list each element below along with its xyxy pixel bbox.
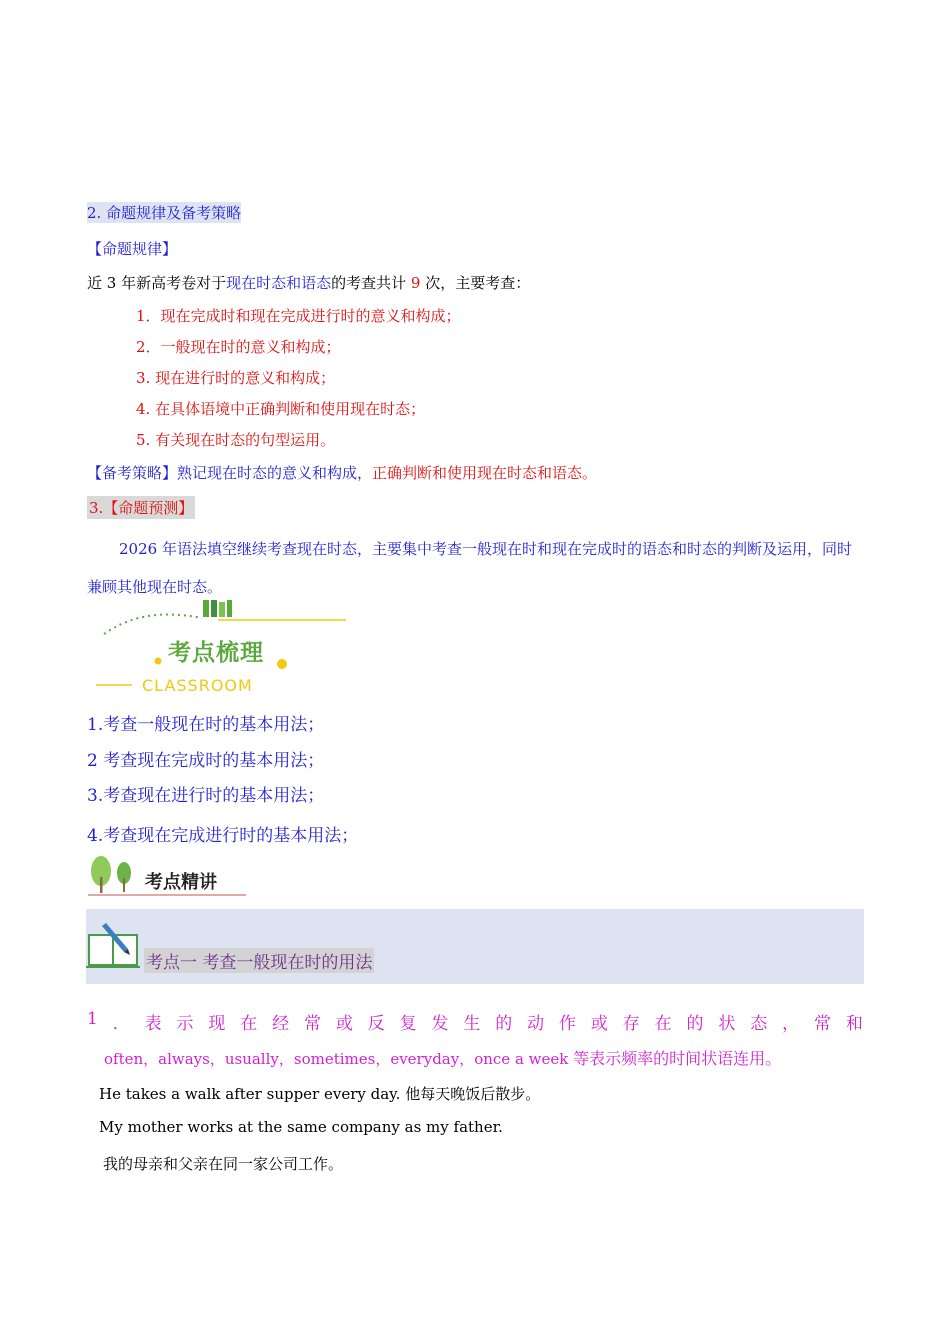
lecture-banner <box>88 853 248 897</box>
usage-char: 和 <box>845 1014 863 1034</box>
point-item: 4.考查现在完成进行时的基本用法； <box>87 826 359 846</box>
example-sentence: He takes a walk after supper every day. 他每天晚饭后散步。 <box>99 1085 541 1103</box>
classroom-banner <box>90 596 350 696</box>
usage-char: ， <box>782 1014 800 1034</box>
book-pencil-icon <box>86 919 142 971</box>
rule-item: 3. 现在进行时的意义和构成； <box>136 369 336 387</box>
usage-line-1 <box>87 1009 863 1034</box>
usage-rule <box>87 1009 863 1034</box>
intro-part-c: 次，主要考查： <box>420 274 531 292</box>
usage-char: 的 <box>686 1014 704 1034</box>
section-3-title: 3.【命题预测】 <box>87 496 195 519</box>
usage-char: 示 <box>176 1014 194 1034</box>
usage-char: 常 <box>303 1014 321 1034</box>
banner-title: 考点梳理 <box>168 640 264 666</box>
example-sentence: My mother works at the same company as my father. <box>99 1118 503 1136</box>
point-item: 2 考查现在完成时的基本用法； <box>87 751 325 771</box>
intro-count: 9 <box>410 274 421 292</box>
rule-item: 2．一般现在时的意义和构成； <box>136 338 341 356</box>
rules-heading: 【命题规律】 <box>87 240 178 258</box>
example-translation: 我的母亲和父亲在同一家公司工作。 <box>103 1155 344 1173</box>
usage-char: 复 <box>399 1014 417 1034</box>
usage-char: 发 <box>431 1014 449 1034</box>
rule-item: 1．现在完成时和现在完成进行时的意义和构成； <box>136 307 461 325</box>
usage-char: ． <box>112 1014 130 1034</box>
usage-char: 态 <box>750 1014 768 1034</box>
usage-char: 现 <box>208 1014 226 1034</box>
lecture-title: 考点精讲 <box>145 872 217 893</box>
strategy-label: 【备考策略】 <box>87 464 178 482</box>
intro-part-a: 近 3 年新高考卷对于 <box>87 274 227 292</box>
usage-char: 或 <box>590 1014 608 1034</box>
usage-char: 或 <box>335 1014 353 1034</box>
rules-intro <box>87 272 530 293</box>
usage-tail: 等表示频率的时间状语连用。 <box>573 1049 782 1068</box>
usage-char: 常 <box>813 1014 831 1034</box>
prediction-paragraph: 2026 年语法填空继续考查现在时态，主要集中考查一般现在时和现在完成时的语态和时态的判断及运用，同时兼顾其他现在时态。 <box>87 540 852 596</box>
usage-char: 动 <box>527 1014 545 1034</box>
usage-char: 1 <box>87 1009 98 1029</box>
usage-char: 表 <box>144 1014 162 1034</box>
usage-char: 在 <box>240 1014 258 1034</box>
usage-char: 反 <box>367 1014 385 1034</box>
strategy-red-text: 正确判断和使用现在时态和语态。 <box>372 464 598 482</box>
frequency-words: often，always，usually，sometimes，everyday，once a week <box>104 1050 569 1068</box>
intro-part-b: 的考查共计 <box>331 274 411 292</box>
intro-topic: 现在时态和语态 <box>226 274 332 292</box>
usage-char: 状 <box>718 1014 736 1034</box>
rule-item: 5. 有关现在时态的句型运用。 <box>136 431 336 449</box>
strategy-blue-text: 熟记现在时态的意义和构成， <box>177 464 373 482</box>
topic-1-title: 考点一 考查一般现在时的用法 <box>144 948 374 973</box>
usage-char: 作 <box>558 1014 576 1034</box>
usage-char: 生 <box>463 1014 481 1034</box>
point-item: 1.考查一般现在时的基本用法； <box>87 715 325 735</box>
rule-item: 4. 在具体语境中正确判断和使用现在时态； <box>136 400 426 418</box>
usage-char: 存 <box>622 1014 640 1034</box>
banner-subtitle: CLASSROOM <box>142 676 253 695</box>
point-item: 3.考查现在进行时的基本用法； <box>87 786 325 806</box>
section-2-title: 2. 命题规律及备考策略 <box>87 204 242 222</box>
usage-line-2 <box>104 1046 781 1069</box>
usage-char: 经 <box>272 1014 290 1034</box>
usage-char: 在 <box>654 1014 672 1034</box>
usage-char: 的 <box>495 1014 513 1034</box>
strategy-line <box>87 462 597 483</box>
